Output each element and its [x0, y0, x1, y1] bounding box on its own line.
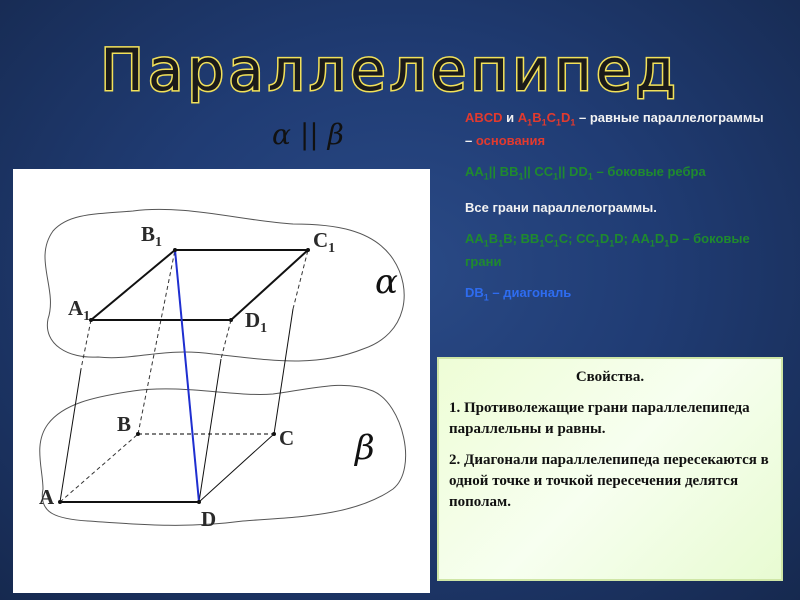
- description-line-faces: $AA_1B_1B$; $BB_1C_1C$; $CC_1D_1D$; $AA_1D_1D$ – боковые грани: [465, 231, 750, 269]
- property-2: 2. Диагонали параллелепипеда пересекаются в одной точке и точкой пересечения делятся пополам.: [449, 452, 769, 510]
- label-alpha: α: [375, 262, 398, 302]
- label-beta: β: [355, 428, 375, 468]
- formula-alpha: α: [272, 118, 291, 151]
- edge-dc: [199, 434, 274, 502]
- description-line-bases: ABCD и $A_1B_1C_1D_1$ – равные параллелограммы – основания: [465, 110, 764, 148]
- parallel-formula: [272, 118, 372, 158]
- edge-cc1-hidden: [293, 250, 308, 309]
- properties-box: [437, 357, 783, 581]
- figure-panel: [13, 169, 430, 593]
- edge-aa1: [60, 369, 81, 502]
- formula-parallel: ||: [299, 118, 319, 151]
- label-c1: $C_1$: [313, 228, 336, 256]
- edge-ab: [60, 434, 138, 502]
- edge-aa1-hidden: [81, 320, 91, 369]
- description-text: [465, 109, 765, 320]
- label-c: C: [279, 426, 295, 450]
- vertex-dot-c1: [306, 248, 310, 252]
- vertex-dot-c: [272, 432, 276, 436]
- edge-dd1-hidden: [221, 320, 231, 359]
- description-line-diagonal: $DB_1$ – диагональ: [465, 284, 572, 303]
- plane-beta: [40, 385, 406, 525]
- title-text: Параллелепипед: [100, 36, 680, 104]
- property-1: 1. Противолежащие грани параллелепипеда параллельны и равны.: [449, 400, 750, 437]
- description-line-faces-all: Все грани параллелограммы.: [465, 200, 657, 216]
- label-d: D: [201, 507, 217, 531]
- vertex-dot-b: [136, 432, 140, 436]
- edge-a1b1: [91, 250, 175, 320]
- description-line-edges: $AA_1||$ $BB_1||$ $CC_1||$ $DD_1$ – боковые ребра: [465, 163, 706, 182]
- plane-alpha: [45, 209, 404, 361]
- parallelepiped-diagram: [13, 169, 430, 593]
- label-b1: $B_1$: [141, 222, 163, 250]
- vertex-dot-a: [58, 500, 62, 504]
- vertex-dot-d: [197, 500, 201, 504]
- slide-title: [90, 30, 690, 110]
- edge-bb1: [138, 250, 175, 434]
- vertex-dot-d1: [229, 318, 233, 322]
- edge-cc1: [274, 309, 293, 434]
- edge-dd1: [199, 359, 221, 502]
- edge-c1d1: [231, 250, 308, 320]
- vertex-dot-b1: [173, 248, 177, 252]
- label-b: B: [117, 412, 132, 436]
- diagonal-db1: [175, 250, 199, 502]
- formula-beta: β: [327, 118, 344, 151]
- properties-title: Свойства.: [575, 369, 645, 385]
- label-a1: $A_1$: [68, 296, 91, 324]
- label-d1: $D_1$: [245, 308, 268, 336]
- label-a: A: [39, 485, 55, 509]
